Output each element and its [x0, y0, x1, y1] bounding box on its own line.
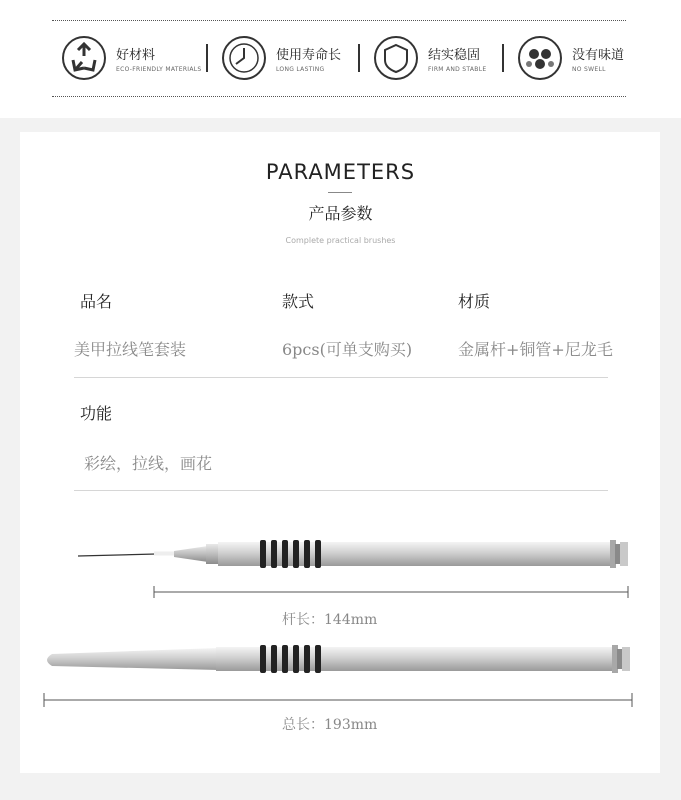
- total-length-dimension-line: [44, 693, 632, 707]
- total-length-label: 总长：193mm: [282, 717, 378, 733]
- feature-no-smell-subtitle: NO SWELL: [572, 66, 606, 73]
- material-value: 金属杆+铜管+尼龙毛: [458, 340, 613, 359]
- section-title: PARAMETERS: [265, 160, 416, 184]
- rod-length-dimension-line: [154, 586, 628, 598]
- feature-firm-subtitle: FIRM AND STABLE: [428, 66, 487, 73]
- capped-brush-image: [47, 645, 630, 673]
- feature-firm-title: 结实稳固: [428, 48, 481, 63]
- function-value: 彩绘，拉线，画花: [84, 454, 213, 473]
- rod-length-label: 杆长：144mm: [282, 612, 378, 628]
- feature-long-lasting-subtitle: LONG LASTING: [276, 66, 325, 73]
- style-value: 6pcs(可单支购买): [282, 340, 413, 359]
- liner-brush-image: [78, 540, 628, 568]
- feature-long-lasting-title: 使用寿命长: [276, 48, 342, 63]
- section-caption: Complete practical brushes: [285, 236, 396, 245]
- feature-no-smell-title: 没有味道: [572, 48, 625, 63]
- feature-eco-subtitle: ECO-FRIENDLY MATERIALS: [116, 66, 202, 73]
- style-label: 款式: [282, 292, 315, 311]
- function-label: 功能: [80, 404, 113, 423]
- feature-eco-title: 好材料: [116, 48, 156, 63]
- section-subtitle: 产品参数: [308, 204, 373, 223]
- name-value: 美甲拉线笔套装: [74, 340, 187, 359]
- material-label: 材质: [458, 292, 491, 311]
- name-label: 品名: [80, 292, 113, 311]
